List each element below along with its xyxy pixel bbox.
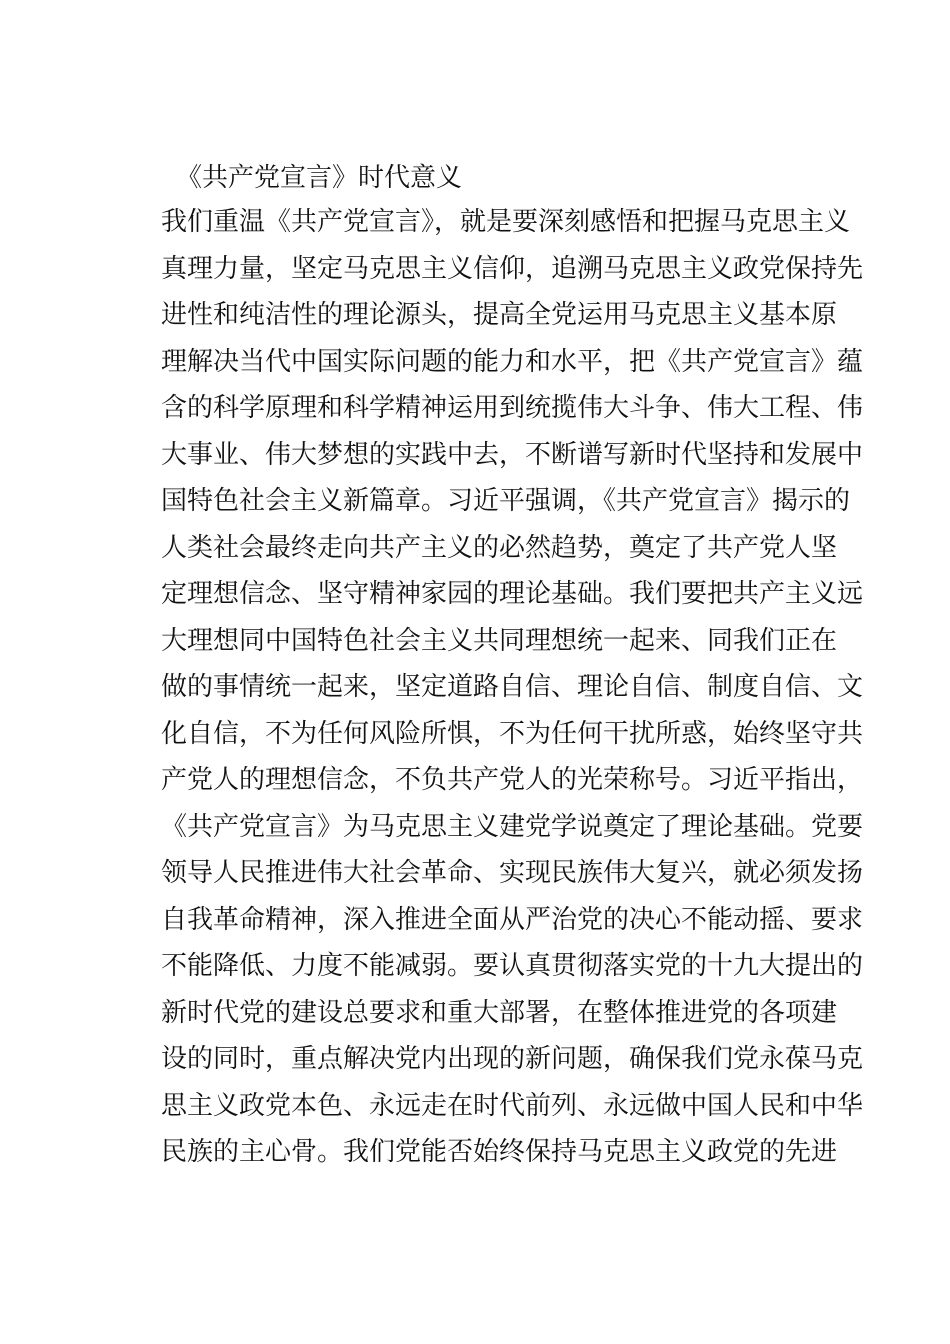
text-line: 思主义政党本色、永远走在时代前列、永远做中国人民和中华 <box>161 1090 864 1121</box>
text-line: 设的同时，重点解决党内出现的新问题，确保我们党永葆马克 <box>161 1044 864 1074</box>
text-line: 定理想信念、坚守精神家园的理论基础。我们要把共产主义远 <box>161 579 864 609</box>
text-line: 理解决当代中国实际问题的能力和水平，把《共产党宣言》蕴 <box>161 346 864 377</box>
text-line: 产党人的理想信念，不负共产党人的光荣称号。习近平指出， <box>161 765 864 795</box>
text-line: 含的科学原理和科学精神运用到统揽伟大斗争、伟大工程、伟 <box>161 393 864 423</box>
document-title: 《共产党宣言》时代意义 <box>176 163 463 193</box>
text-line: 进性和纯洁性的理论源头，提高全党运用马克思主义基本原 <box>161 300 838 330</box>
text-line: 我们重温《共产党宣言》，就是要深刻感悟和把握马克思主义 <box>161 207 851 237</box>
body-paragraph <box>161 199 864 1176</box>
text-line: 国特色社会主义新篇章。习近平强调，《共产党宣言》揭示的 <box>161 486 851 516</box>
text-line: 做的事情统一起来，坚定道路自信、理论自信、制度自信、文 <box>161 672 864 702</box>
text-line: 民族的主心骨。我们党能否始终保持马克思主义政党的先进 <box>161 1137 838 1167</box>
text-line: 大理想同中国特色社会主义共同理想统一起来、同我们正在 <box>161 625 838 656</box>
text-line: 化自信，不为任何风险所惧，不为任何干扰所惑，始终坚守共 <box>161 718 864 749</box>
text-line: 人类社会最终走向共产主义的必然趋势，奠定了共产党人坚 <box>161 532 838 563</box>
text-line: 《共产党宣言》为马克思主义建党学说奠定了理论基础。党要 <box>161 811 864 842</box>
text-line: 不能降低、力度不能减弱。要认真贯彻落实党的十九大提出的 <box>161 951 864 981</box>
text-line: 领导人民推进伟大社会革命、实现民族伟大复兴，就必须发扬 <box>161 858 864 888</box>
text-line: 真理力量，坚定马克思主义信仰，追溯马克思主义政党保持先 <box>161 253 864 284</box>
text-line: 自我革命精神，深入推进全面从严治党的决心不能动摇、要求 <box>161 904 864 935</box>
text-line: 新时代党的建设总要求和重大部署，在整体推进党的各项建 <box>161 997 838 1028</box>
text-line: 大事业、伟大梦想的实践中去，不断谱写新时代坚持和发展中 <box>161 439 864 470</box>
